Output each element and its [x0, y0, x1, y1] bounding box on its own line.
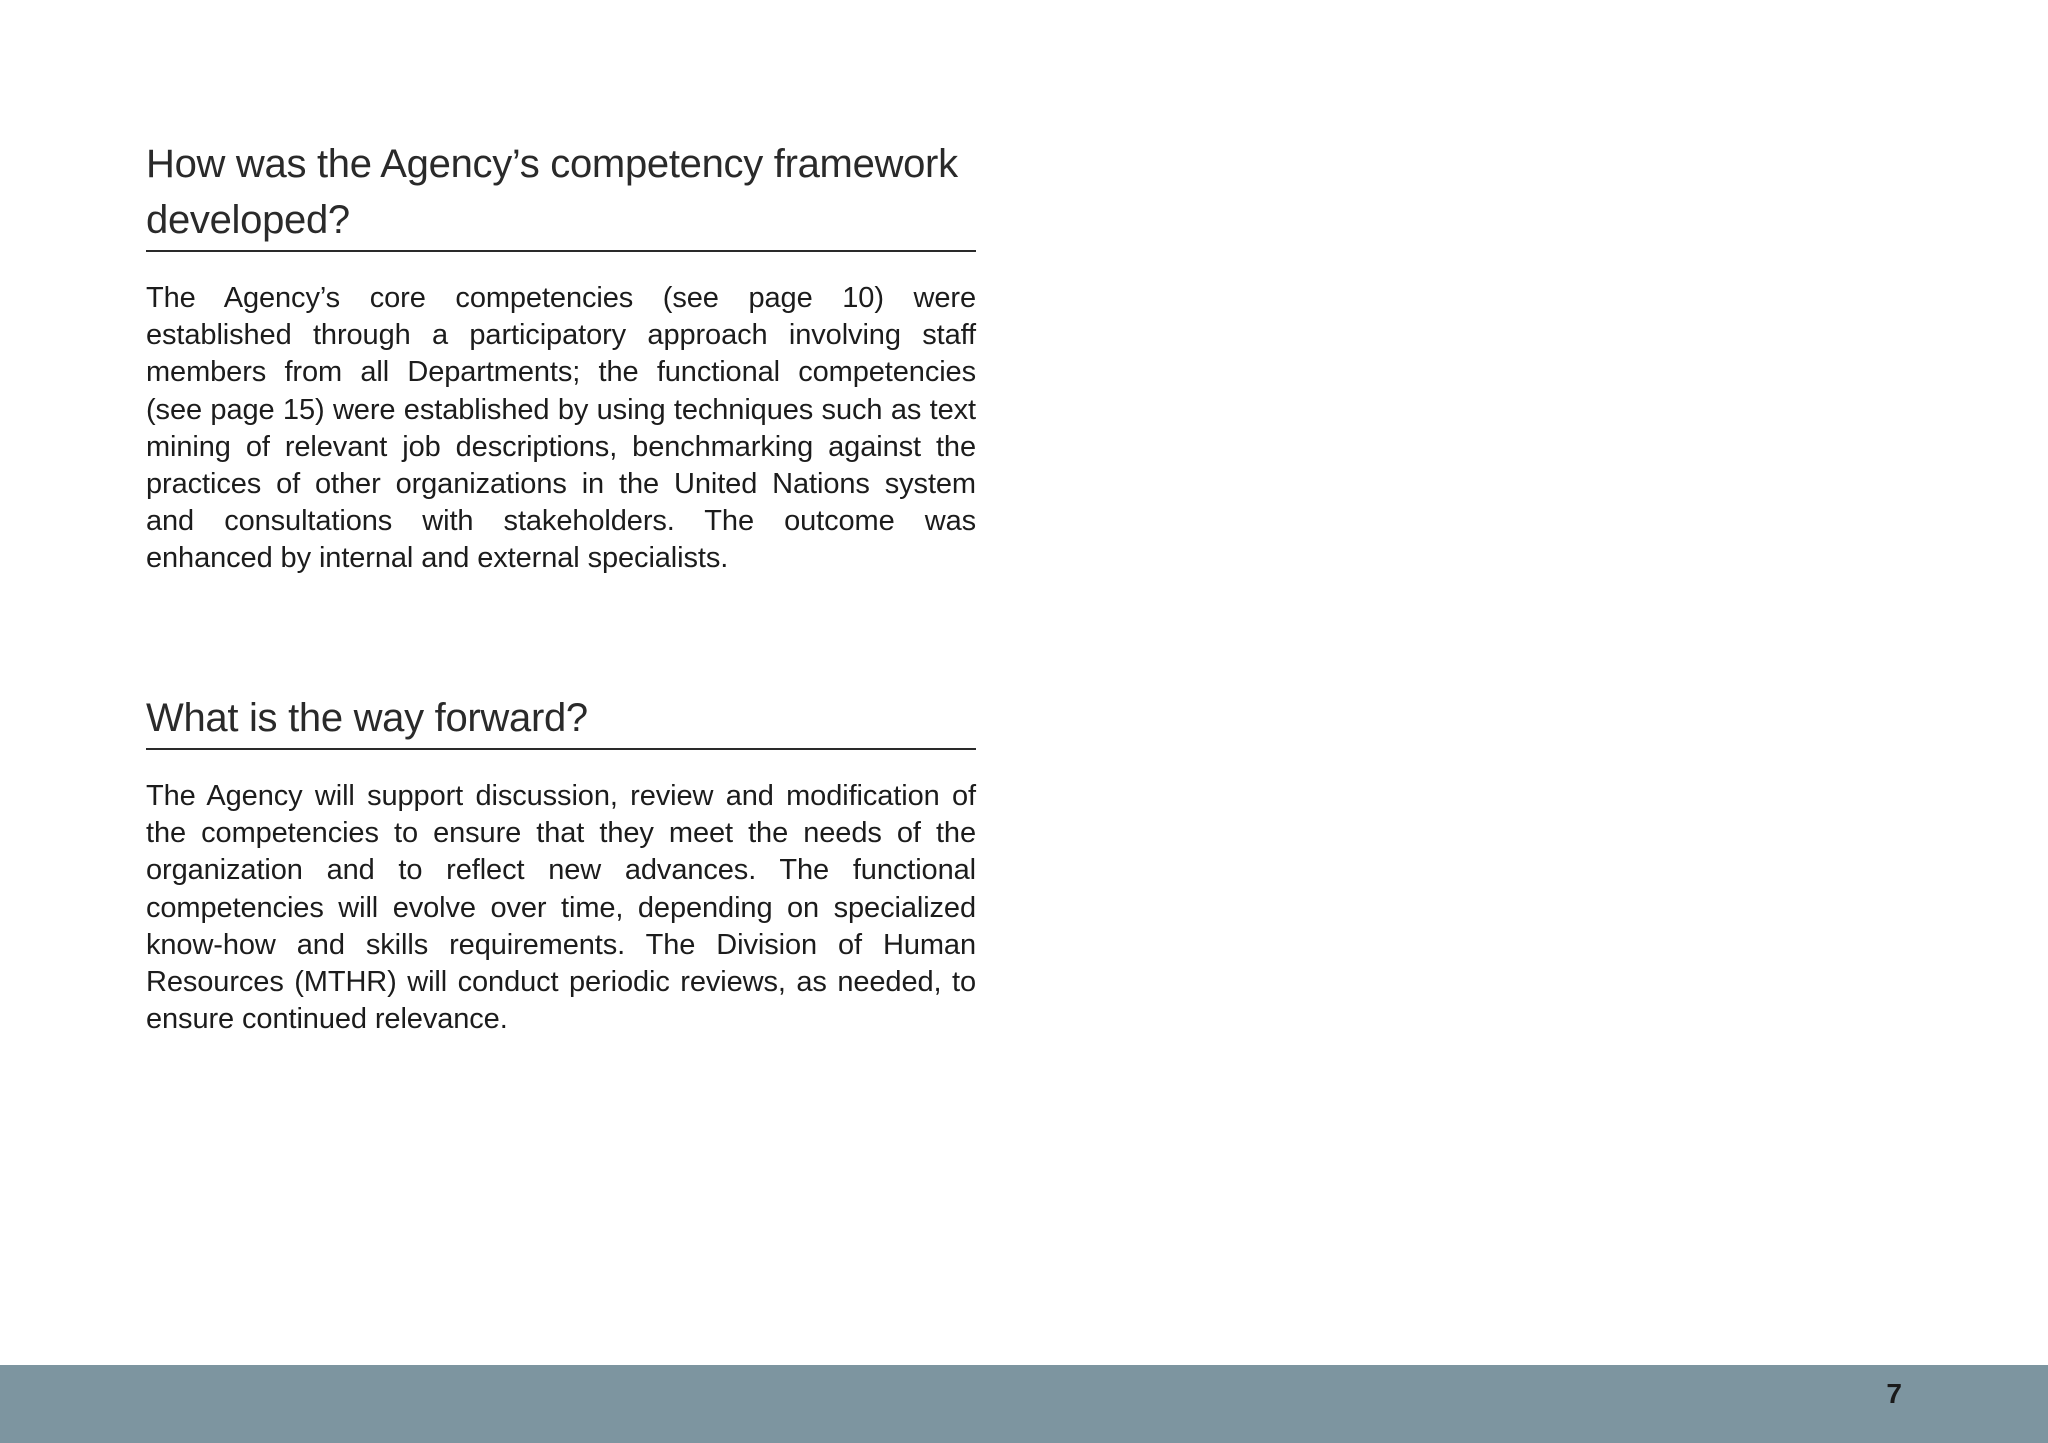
section-heading: What is the way forward? [146, 690, 976, 750]
section-body: The Agency will support discussion, review and modification of the competencies to ensure that they meet the needs of the organization and to reflect new advances. The functional competencies will evolve over time, depending on specialized know-how and skills requirements. The Division of Human Resources (MTHR) will conduct periodic reviews, as needed, to ensure continued relevance. [146, 780, 976, 1036]
section-framework-development [146, 136, 976, 578]
section-way-forward [146, 690, 976, 1038]
section-heading: How was the Agency’s competency framework developed? [146, 136, 976, 252]
section-body: The Agency’s core competencies (see page 10) were established through a participatory approach involving staff members from all Departments; the functional competencies (see page 15) were established by using techniques such as text mining of relevant job descriptions, benchmarking against the practices of other organizations in the United Nations system and consultations with stakeholders. The outcome was enhanced by internal and external specialists. [146, 282, 976, 575]
footer-bar [0, 1365, 2048, 1443]
page-number: 7 [1886, 1378, 1902, 1409]
